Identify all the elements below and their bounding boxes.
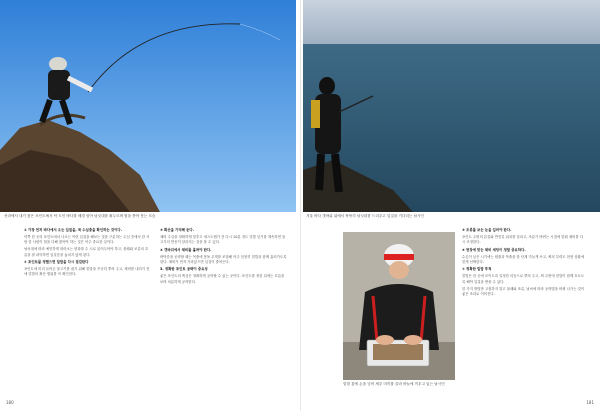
body-paragraph: 바닥층을 공략할 때는 목줄에 봉돌 무게를 조절해 아주 천천히 밑밥과 함께 흘러가도록 한다. 채비가 먼저 가라앉으면 입질이 줄어든다. [160, 254, 287, 265]
angler-sea-photo [303, 0, 600, 212]
section-heading: ⑤ 조류를 보는 눈을 길러야 한다. [462, 228, 512, 232]
body-paragraph: 낚싯대에 따라 예민하게 따라오는 변화를 수 시로 읽어두어야 하고, 물때와 조류의 흐름을 잘 파악하면 입질층을 놓치지 않게 된다. [24, 247, 149, 257]
section-heading: ① 가장 먼저 바다에서 오는 입질을, 꼭 수심층을 확인하는 것이다. [24, 228, 122, 232]
body-paragraph: 좋은 포인트의 핵심은 정확하게 공략할 수 있는 곳이다. 포인트를 정한 뒤에는 흐름을 보며 차분하게 공략한다. [160, 274, 285, 284]
body-paragraph: 밑밥은 한 곳에 모이도록 일정한 리듬으로 뿌려 주고, 찌 주변에 밑밥이 함께 흐르도록 해야 입질을 받을 수 있다. [462, 274, 585, 284]
page-number-right: 181 [586, 400, 594, 405]
body-paragraph: 포인트 주변의 본류와 반전류 위치를 살피고, 조류가 바뀌는 시점에 맞춰 채비를 다시 조정한다. [462, 234, 584, 245]
photo-caption-right-top: 겨울 바다 갯바위 위에서 묵묵히 낚싯대를 드리우고 입질을 기다리는 낚시인 [306, 214, 424, 218]
section-heading: ⑥ 현장에 맞는 채비 세팅이 정말 중요하다. [462, 247, 526, 252]
body-paragraph: 포인트에 미리 들어온 물고기를 잡기 위해 밑밥을 꾸준히 뿌려 주고, 채비를 내리기 전에 밑밥의 확산 범위를 꼭 확인한다. [24, 266, 150, 277]
body-paragraph: 수온이 낮은 시기에는 원줄과 목줄을 한 단계 가늘게 쓰고, 찌의 부력도 현장 상황에 맞게 선택한다. [462, 254, 585, 265]
section-heading: 3. 정확한 포인트 공략이 중요성 [160, 267, 208, 272]
angler-bait-photo [343, 232, 455, 380]
text-column-3 [462, 226, 586, 299]
section-heading: ⑦ 정확한 밑밥 투척 [462, 267, 492, 272]
body-paragraph: 한 가지 방법만 고집하지 말고 물때와 조류, 날씨에 따라 공략법을 바꿔 나가는 것이 좋은 조과로 이어진다. [462, 286, 585, 297]
text-column-2 [160, 226, 288, 287]
page-number-left: 180 [6, 400, 14, 405]
angler-casting-photo [0, 0, 296, 212]
page-gutter [300, 0, 301, 411]
body-paragraph: 채비 수심을 정확하게 맞추고 애스트랩가 전 다시 10분 정도 밑밥 넣기를 계속하면 물고기의 반응이 달라지는 것을 볼 수 있다. [160, 234, 286, 245]
photo-caption-right-bottom: 밑밥 통에 손을 넣어 새우 미끼를 골라 바늘에 끼우고 있는 낚시인 [343, 382, 445, 386]
photo-caption-left: 선라에서 내가 찾은 포인트에서 탁 트인 바다를 배경 삼아 낚싯대를 휘두르며 힘을 쏟아 붓는 모습 [4, 214, 156, 218]
body-paragraph: 이쪽 한 곳의 포인트에서 나오는 이런 입질을 해보는 것을 구분하는 수심 층에서 한 사람 한 사람이 힘을 다해 찾아야 하는 것은 아주 중요한 일이다. [24, 234, 150, 245]
section-heading: ② 포인트를 정했으면 밑밥을 다시 점검한다 [24, 260, 89, 265]
section-heading: ③ 확산을 기억해 둔다. [160, 228, 194, 232]
text-column-1 [24, 226, 150, 279]
section-heading: ④ 갯바위에서 채비를 흘려야 한다. [160, 247, 212, 252]
